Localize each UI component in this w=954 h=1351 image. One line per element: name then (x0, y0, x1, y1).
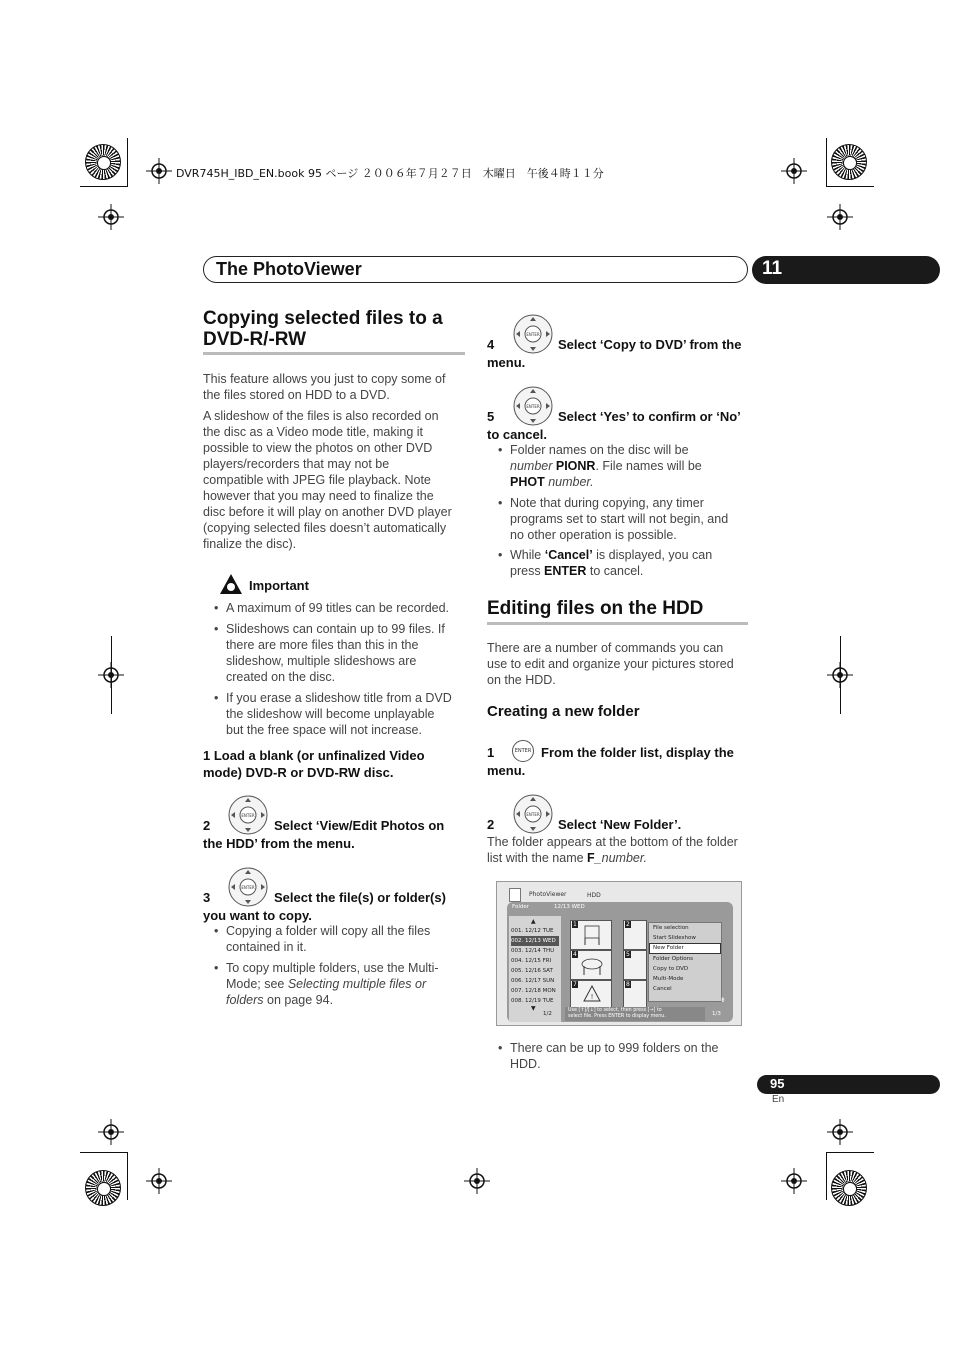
context-menu (648, 922, 722, 1002)
section-heading: Copying selected files to a DVD-R/-RW (203, 308, 443, 350)
crosshair-icon (827, 1119, 853, 1145)
thumbnail-warning[interactable]: 7 ! (570, 980, 612, 1008)
menu-item-file-selection[interactable]: File selection (653, 925, 689, 931)
crosshair-icon (146, 1168, 172, 1194)
step-5-line2: to cancel. (487, 427, 547, 442)
step-3-bullet: • Copying a folder will copy all the files contained in it. (226, 923, 430, 955)
menu-item-start-slideshow[interactable]: Start Slideshow (653, 935, 696, 941)
editing-paragraph: There are a number of commands you can use to edit and organize your pictures stored on the HDD. (487, 641, 734, 687)
important-bullet: • A maximum of 99 titles can be recorded. (226, 600, 449, 616)
folder-list-item[interactable]: 006. 12/17 SUN (511, 978, 555, 984)
chapter-number: 11 (762, 258, 783, 279)
thumbnail-chair[interactable]: 8 (623, 980, 647, 1008)
folder-list-item[interactable]: 004. 12/15 FRI (511, 958, 552, 964)
thumbnail-chair[interactable]: 2 (623, 920, 647, 950)
thumbnail-page: 1/3 (712, 1011, 721, 1017)
photoviewer-screen: PhotoViewer HDD Folder 12/13 WED ▲ 001. 12/12 TUE 002. 12/13 WED 003. 12/14 THU 004. 12/15 FRI 005. 12/16 SAT 006. 12/17 SUN 007. 12/18 MON 008. 12/19 TUE ▼ 1/2 1 2 4 5 7 ! 8 File selection Start Slideshow New Folder Folder Options Copy to DVD Multi-Mode Cancel ⇟ Use [↑]/[↓] to select, then press [→] to select file. Press ENTER to display menu. 1/3 (496, 881, 742, 1026)
folder-list-item[interactable]: 007. 12/18 MON (511, 988, 556, 994)
registration-wheel-icon (831, 1170, 867, 1206)
page-number-tab (757, 1075, 940, 1094)
new-folder-step-2: Select ‘New Folder’. (558, 817, 682, 832)
step-3-line2: you want to copy. (203, 908, 312, 923)
menu-item-folder-options[interactable]: Folder Options (653, 956, 693, 962)
folder-page: 1/2 (543, 1011, 552, 1017)
chapter-title: The PhotoViewer (216, 259, 362, 279)
language-code: En (772, 1094, 785, 1105)
folder-list-item[interactable]: 008. 12/19 TUE (511, 998, 554, 1004)
step-3-bullet: • To copy multiple folders, use the Multi- Mode; see Selecting multiple files or folders on page 94. (226, 960, 439, 1008)
menu-item-cancel[interactable]: Cancel (653, 986, 672, 992)
crosshair-icon (464, 1168, 490, 1194)
folder-list-item[interactable]: 002. 12/13 WED (511, 936, 559, 946)
folder-date: 12/13 WED (554, 904, 585, 910)
crosshair-icon (781, 1168, 807, 1194)
dpad-icon (513, 314, 553, 354)
folder-label: Folder (512, 904, 529, 910)
subheading: Creating a new folder (487, 703, 640, 720)
folders-bullet: • There can be up to 999 folders on the HDD. (510, 1040, 718, 1072)
step-4-line1: Select ‘Copy to DVD’ from the (558, 337, 742, 352)
crosshair-icon (827, 662, 853, 688)
step-5-line1: Select ‘Yes’ to confirm or ‘No’ (558, 409, 741, 424)
enter-button-icon: ENTER (512, 740, 534, 762)
registration-wheel-icon (85, 1170, 121, 1206)
screen-title: PhotoViewer (529, 891, 567, 898)
svg-text:ENTER: ENTER (526, 404, 540, 409)
step-number: 5 (487, 409, 495, 424)
menu-item-new-folder[interactable]: New Folder (649, 943, 721, 954)
folder-list-item[interactable]: 005. 12/16 SAT (511, 968, 553, 974)
slideshow-paragraph: A slideshow of the files is also recorded on the disc as a Video mode title, making it possible to view the photos on other DVD players/recorders that may not be compatible with JPEG file playback. Note however that you may need to finalize the disc before it will play on another DVD player (copying selected files doesn’t automatically finalize the disc). (203, 409, 452, 551)
hint-bar: Use [↑]/[↓] to select, then press [→] to select file. Press ENTER to display menu. (565, 1007, 705, 1021)
crosshair-icon (98, 204, 124, 230)
intro-paragraph: This feature allows you just to copy some of the files stored on HDD to a DVD. (203, 372, 446, 402)
important-bullet: • Slideshows can contain up to 99 files. If there are more files than this in the slideshow, multiple slideshows are created on the disc. (226, 621, 445, 685)
step-number: 1 (487, 745, 495, 760)
step-5-bullet: • While ‘Cancel’ is displayed, you can press ENTER to cancel. (510, 547, 712, 579)
registration-wheel-icon (831, 144, 867, 180)
page-number: 95 (770, 1076, 785, 1091)
new-folder-paragraph: The folder appears at the bottom of the folder list with the name F_number. (487, 835, 738, 865)
important-label: Important (249, 578, 309, 593)
new-folder-step-1-line2: menu. (487, 763, 526, 778)
dpad-icon (228, 795, 268, 835)
step-5-bullet: • Note that during copying, any timer programs set to start will not begin, and no other operation is possible. (510, 495, 728, 543)
important-bullet: • If you erase a slideshow title from a DVD the slideshow will become unplayable but the free space will not increase. (226, 690, 452, 738)
chapter-number-tab (752, 256, 940, 284)
svg-text:!: ! (590, 993, 594, 1001)
crosshair-icon (146, 158, 172, 184)
warning-icon (219, 573, 243, 595)
crosshair-icon (827, 204, 853, 230)
step-2-line1: Select ‘View/Edit Photos on (274, 818, 445, 833)
registration-wheel-icon (85, 144, 121, 180)
step-1: 1 Load a blank (or unfinalized Video mode) DVD-R or DVD-RW disc. (203, 748, 425, 780)
menu-item-copy-to-dvd[interactable]: Copy to DVD (653, 966, 689, 972)
print-header: DVR745H_IBD_EN.book 95 ページ ２００６年７月２７日 木曜日 午後４時１１分 (176, 167, 604, 180)
svg-text:ENTER: ENTER (241, 885, 255, 890)
dpad-icon (228, 867, 268, 907)
step-5-bullet: • Folder names on the disc will be number PIONR. File names will be PHOT number. (510, 442, 702, 490)
screen-hdd: HDD (587, 892, 601, 899)
thumbnail-chair[interactable]: 5 (623, 950, 647, 980)
folder-icon (509, 888, 521, 902)
step-number: 2 (487, 817, 495, 832)
step-3-line1: Select the file(s) or folder(s) (274, 890, 446, 905)
new-folder-step-1-line1: From the folder list, display the (541, 745, 734, 760)
folder-list-item[interactable]: 001. 12/12 TUE (511, 928, 554, 934)
step-4-line2: menu. (487, 355, 526, 370)
dpad-icon (513, 386, 553, 426)
step-number: 2 (203, 818, 211, 833)
folder-list-item[interactable]: 003. 12/14 THU (511, 948, 555, 954)
step-2-line2: the HDD’ from the menu. (203, 836, 355, 851)
step-number: 3 (203, 890, 211, 905)
svg-text:ENTER: ENTER (241, 813, 255, 818)
crosshair-icon (781, 158, 807, 184)
thumbnail-chair[interactable]: 4 (570, 950, 612, 980)
thumbnail-chair[interactable]: 1 (570, 920, 612, 950)
menu-item-multi-mode[interactable]: Multi-Mode (653, 976, 684, 982)
svg-text:ENTER: ENTER (526, 332, 540, 337)
crosshair-icon (98, 662, 124, 688)
step-number: 4 (487, 337, 495, 352)
svg-text:ENTER: ENTER (526, 812, 540, 817)
crosshair-icon (98, 1119, 124, 1145)
section-heading: Editing files on the HDD (487, 598, 704, 619)
dpad-icon (513, 794, 553, 834)
